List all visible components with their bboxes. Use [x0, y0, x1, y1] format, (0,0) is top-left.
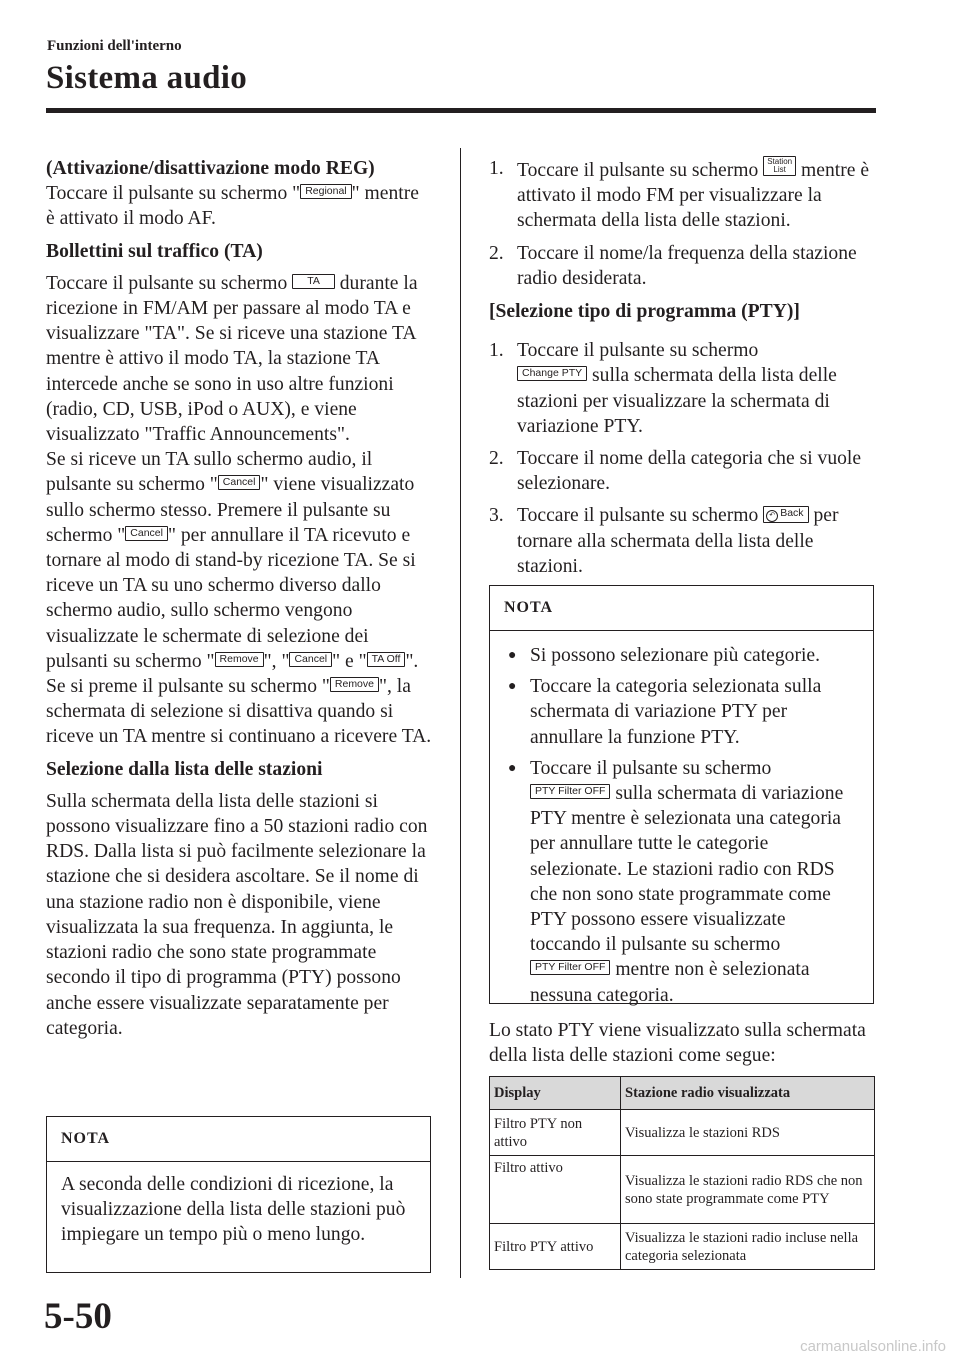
change-pty-button: Change PTY: [517, 366, 587, 381]
heading-reg: (Attivazione/disattivazione modo REG): [46, 158, 375, 179]
note-text: A seconda delle condizioni di ricezione, la visualizzazione della lista delle stazioni può impiegare un tempo più o meno lungo.: [61, 1174, 406, 1246]
reg-paragraph: Toccare il pulsante su schermo " Regional " mentre è attivato il modo AF.: [46, 183, 419, 230]
cancel-button-2: Cancel: [125, 526, 168, 541]
header-rule: [46, 108, 876, 113]
heading-station-list: Selezione dalla lista delle stazioni: [46, 758, 323, 780]
table-cell: Visualizza le stazioni RDS: [621, 1110, 875, 1156]
pty-state-table: [489, 1076, 875, 1270]
watermark: carmanualsonline.info: [800, 1338, 946, 1355]
ta-paragraph: Toccare il pulsante su schermo TA durante la ricezione in FM/AM per passare al modo TA e visualizzare "TA". Se si riceve una stazione TA mentre è attivo il modo TA, la stazione TA intercede anche se sono in uso altre funzioni (radio, CD, USB, iPod o AUX), e viene visualizzato "Traffic Announcements".: [46, 272, 418, 446]
back-arrow-icon: ↶: [766, 510, 778, 522]
table-cell: Filtro attivo: [490, 1156, 621, 1224]
back-button: ↶ Back: [763, 506, 808, 523]
table-cell: Filtro PTY attivo: [490, 1224, 621, 1270]
list-item: ● Si possono selezionare più categorie.: [504, 643, 859, 668]
note-box-left: [46, 1116, 431, 1273]
bullet-icon: ●: [508, 648, 517, 663]
remove-button: Remove: [215, 652, 264, 667]
ta-off-button: TA Off: [367, 652, 406, 667]
table-row: [490, 1156, 875, 1224]
table-header-row: [490, 1077, 875, 1110]
ta-cancel-paragraph: Se si riceve un TA sullo schermo audio, il pulsante su schermo " Cancel " viene visualizzato sullo schermo stesso. Premere il pulsante su schermo " Cancel " per annullare il TA ricevuto e tornare al modo di stand-by ricezione TA. Se si riceve un TA su uno schermo diverso dallo schermo audio, sullo schermo vengono visualizzate le schermate di selezione dei pulsanti su schermo " Remove ", " Cancel " e " TA Off ". Se si preme il pulsante su schermo " Remove ", la schermata di selezione si disattiva quando si riceve un TA mentre si continuano a ricevere TA.: [46, 449, 432, 748]
steps-pty: [489, 338, 875, 579]
note-box-right: [489, 585, 874, 1004]
list-item: ● Toccare il pulsante su schermo PTY Filter OFF sulla schermata di variazione PTY mentre è selezionata una categoria per annullare tutte le categorie selezionate. Le stazioni radio con RDS che non sono state programmate come PTY possono essere visualizzate toccando il pulsante su schermo PTY Filter OFF mentre non è selezionata nessuna categoria.: [508, 757, 844, 1006]
note-title: NOTA: [490, 586, 873, 631]
note-body: [490, 631, 873, 1026]
column-divider: [460, 148, 461, 1278]
table-header-display: Display: [490, 1077, 621, 1110]
list-item: 3. Toccare il pulsante su schermo ↶ Back per tornare alla schermata della lista delle stazioni.: [489, 505, 839, 577]
table-row: [490, 1224, 875, 1270]
right-column: [489, 156, 875, 586]
list-item: 2. Toccare il nome/la frequenza della stazione radio desiderata.: [489, 242, 857, 289]
station-list-button: Station List: [763, 156, 796, 176]
table-cell: Visualizza le stazioni radio RDS che non sono state programmate come PTY: [621, 1156, 875, 1224]
pty-state-paragraph: [489, 1018, 875, 1068]
left-column: [46, 156, 432, 1041]
pty-filter-off-button-2: PTY Filter OFF: [530, 960, 610, 975]
list-item: ● Toccare la categoria selezionata sulla schermata di variazione PTY per annullare la funzione PTY.: [508, 676, 822, 748]
regional-button: Regional: [300, 184, 351, 199]
cancel-button-3: Cancel: [289, 652, 332, 667]
station-list-paragraph: Sulla schermata della lista delle stazioni si possono visualizzare fino a 50 stazioni radio con RDS. Dalla lista si può facilmente selezionare la stazione che si desidera ascoltare. Se il nome di una stazione radio non è disponibile, viene visualizzata la sua frequenza. In aggiunta, le stazioni radio che sono state programmate secondo il tipo di programma (PTY) possono anche essere visualizzate separatamente per categoria.: [46, 790, 428, 1039]
list-item: 1. Toccare il pulsante su schermo Change PTY sulla schermata della lista delle stazioni per visualizzare la schermata di variazione PTY.: [489, 340, 837, 437]
page-title: Sistema audio: [46, 60, 248, 96]
table-cell: Visualizza le stazioni radio incluse nella categoria selezionata: [621, 1224, 875, 1270]
list-item: 1. Toccare il pulsante su schermo Station List mentre è attivato il modo FM per visualizzare la schermata della lista delle stazioni.: [489, 157, 870, 232]
note-title: NOTA: [47, 1117, 430, 1162]
remove-button-2: Remove: [330, 677, 379, 692]
table-cell: Filtro PTY non attivo: [490, 1110, 621, 1156]
pty-filter-off-button: PTY Filter OFF: [530, 784, 610, 799]
cancel-button: Cancel: [218, 475, 261, 490]
table-header-station: Stazione radio visualizzata: [621, 1077, 875, 1110]
section-label: Funzioni dell'interno: [47, 38, 182, 54]
bullet-icon: ●: [508, 760, 517, 776]
ta-button: TA: [292, 274, 335, 289]
bullet-icon: ●: [508, 679, 517, 695]
heading-ta: Bollettini sul traffico (TA): [46, 240, 263, 262]
table-row: [490, 1110, 875, 1156]
heading-pty: [Selezione tipo di programma (PTY)]: [489, 301, 800, 323]
note-bullets: [504, 643, 859, 1008]
steps-station-list: [489, 156, 875, 291]
list-item: 2. Toccare il nome della categoria che si vuole selezionare.: [489, 448, 862, 495]
page-number: 5-50: [44, 1296, 112, 1337]
pty-state-text: Lo stato PTY viene visualizzato sulla schermata della lista delle stazioni come segue:: [489, 1020, 866, 1067]
